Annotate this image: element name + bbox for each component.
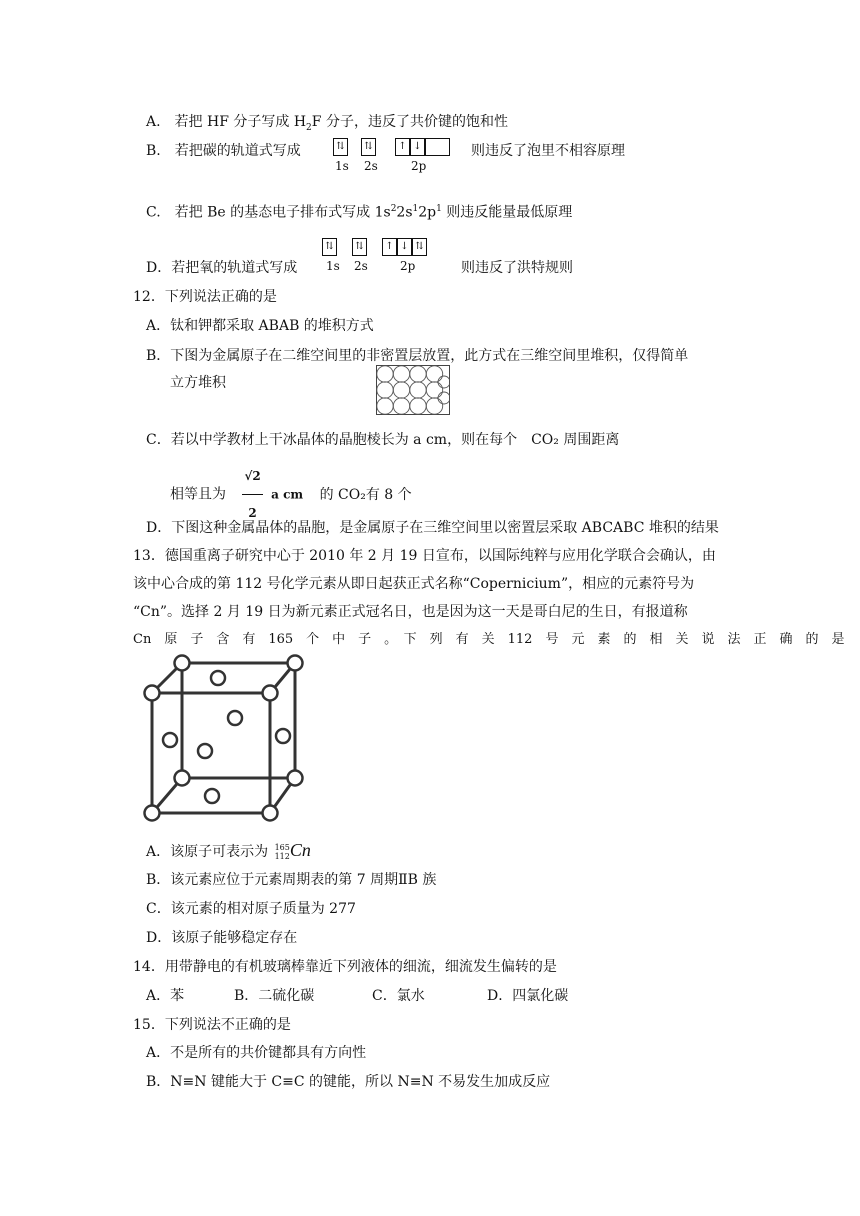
unit-cell-figure bbox=[140, 648, 310, 828]
q11-option-d-conclusion: 则违反了洪特规则 bbox=[461, 260, 573, 276]
q12-option-b-line1: B．下图为金属原子在二维空间里的非密置层放置，此方式在三维空间里堆积，仅得简单 bbox=[146, 348, 689, 364]
label-1s: 1s bbox=[326, 259, 340, 273]
q14-stem: 14．用带静电的有机玻璃棒靠近下列液体的细流，细流发生偏转的是 bbox=[133, 959, 557, 975]
q12-stem: 12．下列说法正确的是 bbox=[133, 289, 277, 305]
q13-option-d: D．该原子能够稳定存在 bbox=[146, 930, 298, 946]
q11-option-b: B. 若把碳的轨道式写成 bbox=[146, 143, 301, 159]
label-2s: 2s bbox=[364, 159, 378, 173]
label-2p: 2p bbox=[411, 159, 427, 173]
q13-stem-line4: Cn 原 子 含 有 165 个 中 子 。 下 列 有 关 112 号 元 素 的 相 关 说 法 正 确 的 是 bbox=[133, 632, 845, 647]
orbital-2p-1: ↑ bbox=[395, 138, 410, 156]
orbital-2p-2: ↓ bbox=[410, 138, 425, 156]
q13-stem-line1: 13．德国重离子研究中心于 2010 年 2 月 19 日宣布，以国际纯粹与应用化学联合会确认，由 bbox=[133, 548, 716, 564]
q12-option-b-line2: 立方堆积 bbox=[170, 375, 226, 391]
nuclide-notation: 165 112 bbox=[274, 843, 290, 861]
oxygen-orbital-diagram bbox=[322, 238, 452, 278]
q12-option-c-line1: C．若以中学教材上干冰晶体的晶胞棱长为 a cm，则在每个 CO₂ 周围距离 bbox=[146, 432, 620, 448]
q13-stem-line3: “Cn”。选择 2 月 19 日为新元素正式冠名日，也是因为这一天是哥白尼的生日，有报道称 bbox=[133, 604, 688, 620]
q15-option-a: A．不是所有的共价键都具有方向性 bbox=[146, 1045, 367, 1061]
q12-option-a: A．钛和钾都采取 ABAB 的堆积方式 bbox=[146, 318, 374, 334]
q12-option-d: D．下图这种金属晶体的晶胞，是金属原子在三维空间里以密置层采取 ABCABC 堆积的结果 bbox=[146, 520, 719, 536]
q11-option-b-conclusion: 则违反了泡里不相容原理 bbox=[471, 143, 625, 159]
orbital-2p-3: ⇅ bbox=[412, 238, 427, 256]
sqrt2-over-2-fraction: $\frac{√2}{2}$ bbox=[242, 458, 262, 531]
q14-option-b: B．二硫化碳 bbox=[234, 988, 315, 1004]
square-packing-layer-figure bbox=[376, 365, 450, 415]
q11-option-d: D．若把氧的轨道式写成 bbox=[146, 260, 298, 276]
orbital-2s: ⇅ bbox=[361, 138, 376, 156]
orbital-1s: ⇅ bbox=[333, 138, 348, 156]
orbital-2p-3 bbox=[425, 138, 450, 156]
label-2s: 2s bbox=[354, 259, 368, 273]
q14-option-a: A．苯 bbox=[146, 988, 185, 1004]
orbital-1s: ⇅ bbox=[322, 238, 337, 256]
q14-option-c: C．氯水 bbox=[372, 988, 425, 1004]
q11-option-c: C. 若把 Be 的基态电子排布式写成 $1s^22s^12p^1$ 则违反能量最低原理 bbox=[146, 204, 573, 221]
label-1s: 1s bbox=[335, 159, 349, 173]
q15-option-b: B．N≡N 键能大于 C≡C 的键能，所以 N≡N 不易发生加成反应 bbox=[146, 1074, 551, 1090]
q13-option-c: C．该元素的相对原子质量为 277 bbox=[146, 901, 356, 917]
orbital-2s: ⇅ bbox=[352, 238, 367, 256]
q11-option-a: A. 若把 HF 分子写成 $H_2F$ 分子，违反了共价键的饱和性 bbox=[146, 114, 508, 133]
q15-stem: 15．下列说法不正确的是 bbox=[133, 1017, 291, 1033]
label-2p: 2p bbox=[400, 259, 416, 273]
orbital-2p-2: ↓ bbox=[397, 238, 412, 256]
q13-option-b: B．该元素应位于元素周期表的第 7 周期ⅡB 族 bbox=[146, 872, 437, 888]
q13-stem-line2: 该中心合成的第 112 号化学元素从即日起获正式名称“Copernicium”，相应的元素符号为 bbox=[133, 576, 695, 592]
q12-option-c-line2: 相等且为 $\frac{√2}{2}$ a cm 的 CO₂有 8 个 bbox=[170, 458, 412, 531]
orbital-2p-1: ↑ bbox=[382, 238, 397, 256]
q14-option-d: D．四氯化碳 bbox=[487, 988, 569, 1004]
q13-option-a: A．该原子可表示为 165 112 Cn bbox=[146, 840, 311, 861]
carbon-orbital-diagram bbox=[333, 138, 463, 178]
